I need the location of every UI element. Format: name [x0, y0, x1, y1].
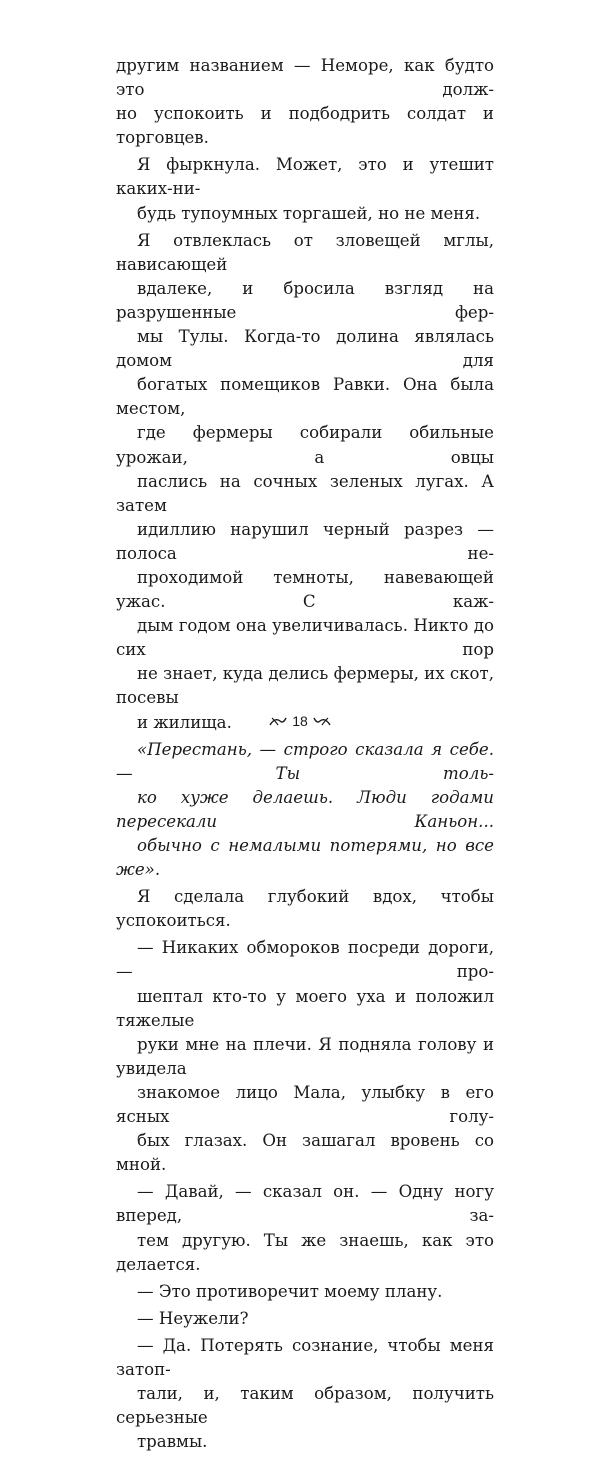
body-text [116, 54, 494, 1457]
text-line: тем другую. Ты же знаешь, как это делается. [116, 1230, 494, 1274]
text-line: идиллию нарушил черный разрез — полоса не- [116, 519, 494, 563]
paragraph [116, 54, 494, 150]
text-line: — Да. Потерять сознание, чтобы меня затоп- [116, 1335, 494, 1379]
paragraph [116, 153, 494, 225]
text-line: дым годом она увеличивалась. Никто до сих пор [116, 616, 494, 660]
paragraph [116, 936, 494, 1177]
text-line: паслись на сочных зеленых лугах. А затем [116, 471, 494, 515]
text-line: другим названием — Неморе, как будто это долж- [116, 56, 494, 100]
paragraph [116, 1307, 494, 1331]
text-line: мы Тулы. Когда-то долина являлась домом для [116, 327, 494, 371]
paragraph [116, 229, 494, 735]
text-line: — Никаких обмороков посреди дороги, — про- [116, 938, 494, 982]
text-line: — Давай, — сказал он. — Одну ногу вперед, за- [116, 1182, 494, 1226]
page-number: 18 [292, 713, 308, 730]
text-line: обычно с немалыми потерями, но все же». [116, 836, 494, 880]
text-line: вдалеке, и бросила взгляд на разрушенные фер- [116, 278, 494, 322]
text-line: тали, и, таким образом, получить серьезные [116, 1384, 494, 1428]
text-line: проходимой темноты, навевающей ужас. С каж- [116, 567, 494, 612]
text-line: Я сделала глубокий вдох, чтобы успокоиться. [116, 887, 494, 931]
ornament-left-icon [269, 716, 287, 726]
text-line: бых глазах. Он зашагал вровень со мной. [116, 1131, 494, 1175]
paragraph [116, 1180, 494, 1276]
page-folio [0, 712, 600, 729]
text-line: «Перестань, — строго сказала я себе. — Ты толь- [116, 739, 494, 783]
text-line: но успокоить и подбодрить солдат и торговцев. [116, 104, 494, 148]
text-line: знакомое лицо Мала, улыбку в его ясных голу- [116, 1082, 494, 1127]
text-line: руки мне на плечи. Я подняла голову и увидела [116, 1034, 494, 1078]
text-line: Я фыркнула. Может, это и утешит каких-ни- [116, 155, 494, 199]
text-line: не знает, куда делись фермеры, их скот, посевы [116, 664, 494, 708]
text-line: богатых помещиков Равки. Она была местом, [116, 375, 494, 419]
paragraph [116, 885, 494, 933]
text-line: шептал кто-то у моего уха и положил тяжелые [116, 986, 494, 1030]
paragraph [116, 1334, 494, 1454]
text-line: будь тупоумных торгашей, но не меня. [137, 203, 481, 223]
text-line: — Это противоречит моему плану. [137, 1281, 443, 1301]
paragraph [116, 738, 494, 883]
paragraph [116, 1280, 494, 1304]
text-line: травмы. [137, 1432, 208, 1452]
text-line: и жилища. [137, 712, 232, 732]
ornament-right-icon [313, 716, 331, 726]
text-line: — Неужели? [137, 1308, 249, 1328]
text-line: ко хуже делаешь. Люди годами пересекали Каньон... [116, 787, 494, 831]
text-line: Я отвлеклась от зловещей мглы, нависающей [116, 230, 494, 274]
text-line: где фермеры собирали обильные урожаи, а овцы [116, 423, 494, 467]
